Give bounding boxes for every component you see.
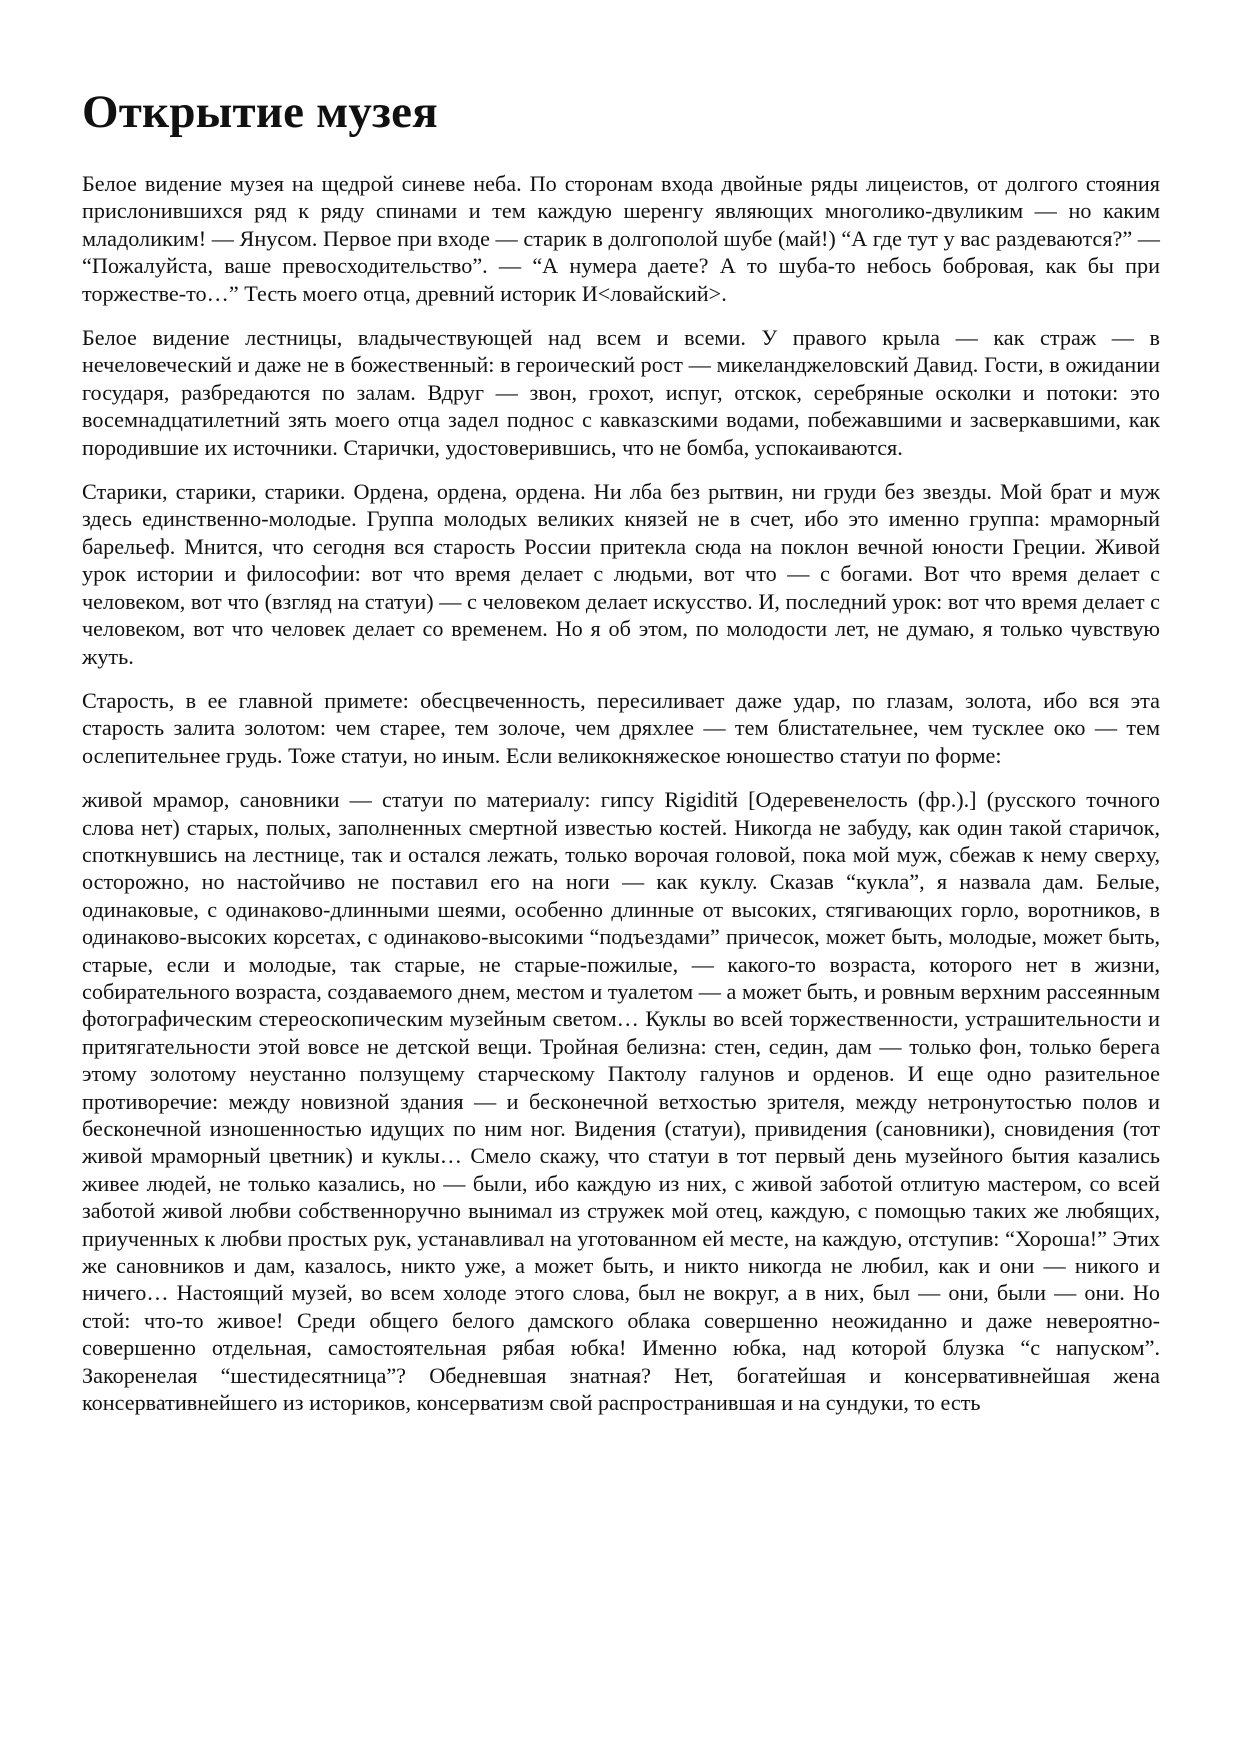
paragraph-2: Белое видение лестницы, владычествующей над всем и всеми. У правого крыла — как страж — в нечеловеческий и даже не в божественный: в героический рост — микеланджеловский Давид. Гости, в ожидании государя, разбредаются по залам. Вдруг — звон, грохот, испуг, отскок, серебряные осколки и потоки: это восемнадцатилетний зять моего отца задел поднос с кавказскими водами, побежавшими и засверкавшими, как породившие их источники. Старички, удостоверившись, что не бомба, успокаиваются. xyxy=(82,325,1160,460)
paragraph-1: Белое видение музея на щедрой синеве неба. По сторонам входа двойные ряды лицеистов, от долгого стояния прислонившихся ряд к ряду спинами и тем каждую шеренгу являющих многолико-двуликим — но каким младоликим! — Янусом. Первое при входе — старик в долгополой шубе (май!) “А где тут у вас раздеваются?” — “Пожалуйста, ваше превосходительство”. — “А нумера даете? А то шуба-то небось бобровая, как бы при торжестве-то…” Тесть моего отца, древний историк И<ловайский>. xyxy=(82,171,1160,306)
paragraph-5: живой мрамор, сановники — статуи по материалу: гипсу Rigiditй [Одеревенелость (фр.).] (русского точного слова нет) старых, полых, заполненных смертной известью костей. Никогда не забуду, как один такой старичок, споткнувшись на лестнице, так и остался лежать, только ворочая головой, пока мой муж, сбежав к нему сверху, осторожно, но настойчиво не поставил его на ноги — как куклу. Сказав “кукла”, я назвала дам. Белые, одинаковые, с одинаково-длинными шеями, особенно длинные от высоких, стягивающих горло, воротников, в одинаково-высоких корсетах, с одинаково-высокими “подъездами” причесок, может быть, молодые, может быть, старые, если и молодые, так старые, не старые-пожилые, — какого-то возраста, которого нет в жизни, собирательного возраста, создаваемого днем, местом и туалетом — а может быть, и ровным верхним рассеянным фотографическим стереоскопическим музейным светом… Куклы во всей торжественности, устрашительности и притягательности этой вовсе не детской вещи. Тройная белизна: стен, седин, дам — только фон, только берега этому золотому неустанно ползущему старческому Пактолу галунов и орденов. И еще одно разительное противоречие: между новизной здания — и бесконечной ветхостью зрителя, между нетронутостью полов и бесконечной изношенностью идущих по ним ног. Видения (статуи), привидения (сановники), сновидения (тот живой мраморный цветник) и куклы… Смело скажу, что статуи в тот первый день музейного бытия казались живее людей, не только казались, но — были, ибо каждую из них, с живой заботой отлитую мастером, со всей заботой живой любви собственноручно вынимал из стружек мой отец, каждую, с помощью таких же любящих, приученных к любви простых рук, устанавливал на уготованном ей месте, на каждую, отступив: “Хороша!” Этих же сановников и дам, казалось, никто уже, а может быть, и никто никогда не любил, как и они — никого и ничего… Настоящий музей, во всем холоде этого слова, был не вокруг, а в них, был — они, были — они. Но стой: что-то живое! Среди общего белого дамского облака совершенно неожиданно и даже невероятно-совершенно отдельная, самостоятельная рябая юбка! Именно юбка, над которой блузка “с напуском”. Закоренелая “шестидесятница”? Обедневшая знатная? Нет, богатейшая и консервативнейшая жена консервативнейшего из историков, консерватизм свой распространившая и на сундуки, то есть xyxy=(82,787,1160,1416)
document-page xyxy=(82,84,1160,1416)
paragraph-4: Старость, в ее главной примете: обесцвеченность, пересиливает даже удар, по глазам, золота, ибо вся эта старость залита золотом: чем старее, тем золоче, чем дряхлее — тем блистательнее, чем тусклее око — тем ослепительнее грудь. Тоже статуи, но иным. Если великокняжеское юношество статуи по форме: xyxy=(82,687,1160,768)
paragraph-3: Старики, старики, старики. Ордена, ордена, ордена. Ни лба без рытвин, ни груди без звезды. Мой брат и муж здесь единственно-молодые. Группа молодых великих князей не в счет, ибо это именно группа: мраморный барельеф. Мнится, что сегодня вся старость России притекла сюда на поклон вечной юности Греции. Живой урок истории и философии: вот что время делает с людьми, вот что — с богами. Вот что время делает с человеком, вот что (взгляд на статуи) — с человеком делает искусство. И, последний урок: вот что время делает с человеком, вот что человек делает со временем. Но я об этом, по молодости лет, не думаю, я только чувствую жуть. xyxy=(82,479,1160,669)
page-title: Открытие музея xyxy=(82,86,438,138)
